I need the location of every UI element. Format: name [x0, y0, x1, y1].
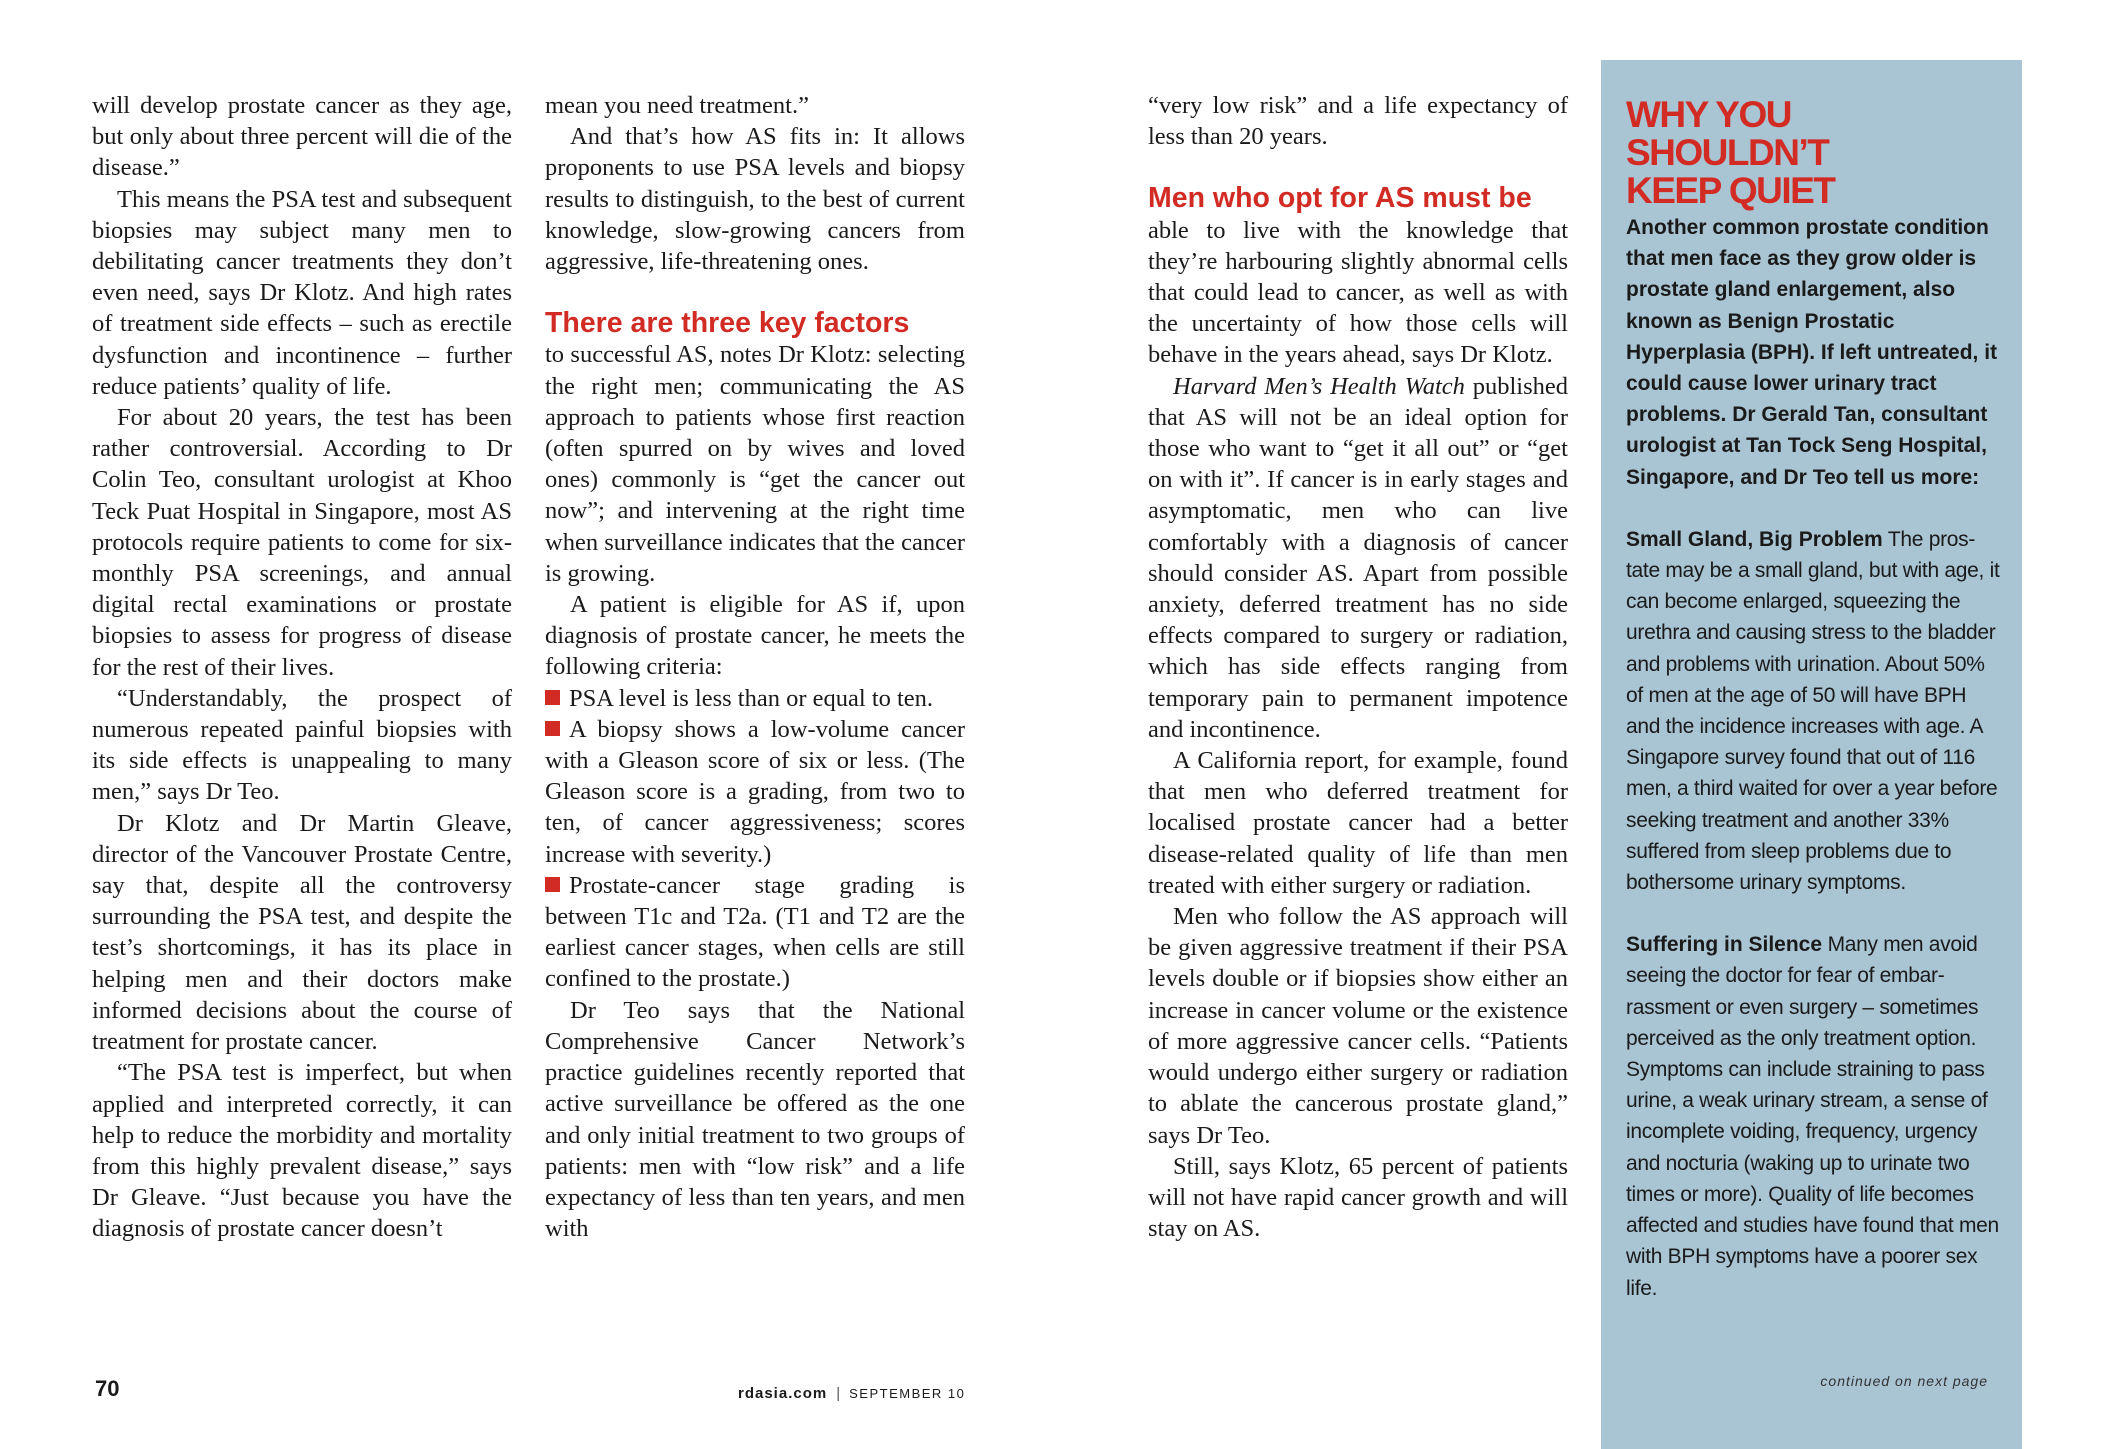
publication-title: Harvard Men’s Health Watch — [1173, 372, 1465, 400]
sidebar-title: WHY YOU SHOULDN’T KEEP QUIET — [1626, 94, 1835, 211]
paragraph: And that’s how AS fits in: It allows proponents to use PSA levels and biopsy results to distinguish, to the best of current knowledge, slow-growing cancers from aggressive, life-threatening ones. — [545, 123, 965, 276]
paragraph: “very low risk” and a life expectancy of less than 20 years. — [1148, 92, 1568, 151]
paragraph: Dr Teo says that the National Comprehensive Cancer Network’s practice guidelines recently reported that active surveillance be offered as the one and only initial treatment to two groups of patients: men with “low risk” and a life expectancy of less than ten years, and men with — [545, 996, 965, 1243]
paragraph: mean you need treatment.” — [545, 92, 809, 119]
paragraph: “The PSA test is imperfect, but when applied and interpreted correctly, it can help to reduce the morbidity and mortality from this highly prevalent disease,” says Dr Gleave. “Just because you have the diagnosis of prostate cancer doesn’t — [92, 1059, 512, 1243]
page-footer — [738, 1385, 965, 1402]
sidebar-section: Suffering in Silence Many men avoid seeing the doctor for fear of embarrassment or even surgery – sometimes perceived as the only treatment option. Symptoms can include straining to pass urine, a weak urinary stream, a sense of incomplete voiding, frequency, urgency and nocturia (waking up to urinate two times or more). Quality of life becomes affected and studies have found that men with BPH symptoms have a poorer sex life. — [1626, 933, 1999, 1300]
continued-note: continued on next page — [1820, 1373, 1988, 1389]
sidebar-intro: Another common prostate condition that men face as they grow older is prostate gland enlargement, also known as Benign Prostatic Hyperplasia (BPH). If left untreated, it could cause lower urinary tract problems. Dr Gerald Tan, consultant urologist at Tan Tock Seng Hospital, Singapore, and Dr Teo tell us more: — [1626, 216, 1998, 489]
footer-separator: | — [836, 1385, 841, 1402]
paragraph: to successful AS, notes Dr Klotz: selecting the right men; communicating the AS approach to patients whose first reaction (often spurred on by wives and loved ones) commonly is “get the cancer out now”; and intervening at the right time when surveillance indicates that the cancer is growing. — [545, 341, 965, 587]
paragraph: Still, says Klotz, 65 percent of patients will not have rapid cancer growth and will stay on AS. — [1148, 1152, 1568, 1243]
paragraph: Dr Klotz and Dr Martin Gleave, director of the Vancouver Prostate Centre, say that, despite all the controversy surrounding the PSA test, and despite the test’s shortcomings, it has its place in helping men and their doctors make informed decisions about the course of treatment for prostate cancer. — [92, 809, 512, 1056]
paragraph: A patient is eligible for AS if, upon diagnosis of prostate cancer, he meets the following criteria: — [545, 591, 965, 681]
article-column-2 — [545, 90, 965, 1244]
paragraph: A California report, for example, found that men who deferred treatment for localised prostate cancer had a better disease-related quality of life than men treated with either surgery or radiation. — [1148, 747, 1568, 899]
footer-issue: SEPTEMBER 10 — [849, 1386, 966, 1401]
article-column-1 — [92, 90, 512, 1245]
sidebar-section: Small Gland, Big Problem The prostate may be a small gland, but with age, it can become enlarged, squeezing the urethra and causing stress to the bladder and problems with urination. About 50% of men at the age of 50 will have BPH and the incidence increases with age. A Singapore survey found that out of 116 men, a third waited for over a year before seeking treatment and another 33% suffered from sleep problems due to bothersome urinary symptoms. — [1626, 527, 2000, 895]
paragraph: Men who follow the AS approach will be given aggressive treatment if their PSA levels double or if biopsies show either an increase in cancer volume or the existence of more aggressive cancer cells. “Patients would undergo either surgery or radiation to ablate the cancerous prostate gland,” says Dr Teo. — [1148, 903, 1568, 1149]
sidebar-box — [1601, 60, 2022, 1449]
paragraph: Harvard Men’s Health Watch published that AS will not be an ideal option for those who want to “get it all out” or “get on with it”. If cancer is in early stages and asymptomatic, men who can live comfortably with a diagnosis of cancer should consider AS. Apart from possible anxiety, deferred treatment has no side effects compared to surgery or radiation, which has side effects ranging from temporary pain to permanent impotence and incontinence. — [1148, 372, 1568, 743]
criteria-item: Prostate-cancer stage grading is between T1c and T2a. (T1 and T2 are the earliest cancer stages, when cells are still confined to the prostate.) — [545, 871, 965, 993]
article-column-3 — [1148, 90, 1568, 1244]
subheading: Men who opt for AS must be — [1148, 182, 1532, 215]
paragraph: able to live with the knowledge that they’re harbouring slightly abnormal cells that could lead to cancer, as well as with the uncertainty of how those cells will behave in the years ahead, says Dr Klotz. — [1148, 216, 1568, 369]
sidebar-section-heading: Suffering in Silence — [1626, 933, 1823, 957]
paragraph: For about 20 years, the test has been rather controversial. According to Dr Colin Teo, consultant urologist at Khoo Teck Puat Hospital in Singapore, most AS protocols require patients to come for six-monthly PSA screenings, and annual digital rectal examinations or prostate biopsies to assess for progress of disease for the rest of their lives. — [92, 404, 512, 681]
sidebar-section-heading: Small Gland, Big Problem — [1626, 527, 1883, 551]
paragraph: will develop prostate cancer as they age, but only about three percent will die of the disease.” — [92, 92, 512, 182]
footer-site: rdasia.com — [738, 1385, 828, 1402]
paragraph: This means the PSA test and subsequent biopsies may subject many men to debilitating cancer treatments they don’t even need, says Dr Klotz. And high rates of treatment side effects – such as erectile dysfunction and incontinence – further reduce patients’ quality of life. — [92, 185, 512, 400]
criteria-item: A biopsy shows a low-volume cancer with a Gleason score of six or less. (The Gleason score is a grading, from two to ten, of cancer aggressiveness; scores increase with severity.) — [545, 715, 965, 868]
criteria-item: PSA level is less than or equal to ten. — [545, 683, 965, 714]
subheading: There are three key factors — [545, 307, 910, 340]
red-square-bullet-icon — [545, 877, 560, 892]
page-number: 70 — [95, 1376, 120, 1401]
red-square-bullet-icon — [545, 690, 560, 705]
red-square-bullet-icon — [545, 721, 560, 736]
paragraph: “Understandably, the prospect of numerous repeated painful biopsies with its side effects is unappealing to many men,” says Dr Teo. — [92, 684, 512, 806]
